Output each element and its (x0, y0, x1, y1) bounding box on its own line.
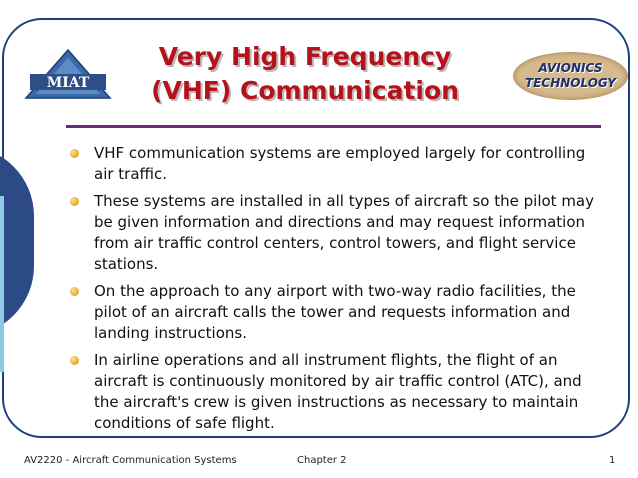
bullet-item (70, 281, 600, 344)
footer-page-number: 1 (609, 455, 616, 466)
badge-line-2: TECHNOLOGY (525, 76, 616, 90)
miat-logo (24, 48, 112, 100)
bullet-list (70, 143, 600, 440)
slide-title (140, 40, 470, 108)
logo-text: MIAT (46, 75, 90, 91)
bullet-dot-icon (70, 197, 79, 206)
bullet-text: On the approach to any airport with two-way radio facilities, the pilot of an aircraft calls the tower and requests information and landing instructions. (94, 282, 576, 342)
bullet-text: These systems are installed in all types of aircraft so the pilot may be given information and directions and may request information from air traffic control centers, control towers, and flight service stations. (94, 192, 594, 273)
title-divider (66, 125, 601, 128)
bullet-item (70, 350, 600, 434)
bullet-text: In airline operations and all instrument flights, the flight of an aircraft is continuously monitored by air traffic control (ATC), and the aircraft's crew is given instructions as necessary to maintain conditions of safe flight. (94, 351, 582, 432)
bullet-dot-icon (70, 356, 79, 365)
badge-line-1: AVIONICS (538, 61, 603, 75)
bullet-item (70, 143, 600, 185)
bullet-item (70, 191, 600, 275)
footer-course: AV2220 - Aircraft Communication Systems (24, 455, 237, 466)
bullet-dot-icon (70, 287, 79, 296)
title-line-1: Very High Frequency (158, 42, 452, 71)
avionics-technology-badge (513, 52, 628, 100)
bullet-text: VHF communication systems are employed largely for controlling air traffic. (94, 144, 586, 183)
title-line-2: (VHF) Communication (151, 76, 459, 105)
left-decorative-strip (0, 196, 4, 372)
footer-chapter: Chapter 2 (297, 455, 347, 466)
bullet-dot-icon (70, 149, 79, 158)
